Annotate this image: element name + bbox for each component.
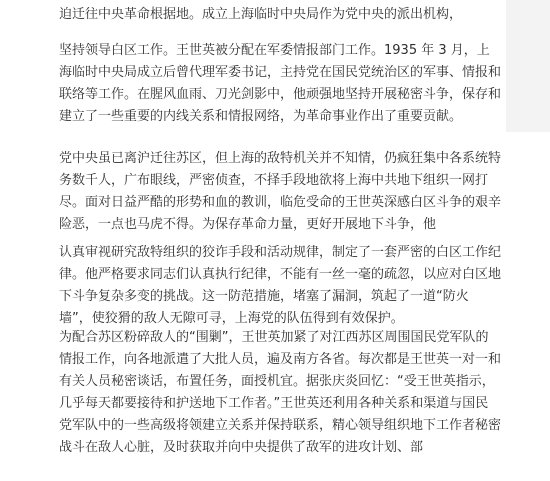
paragraph-3: 党中央虽已离沪迁往苏区，但上海的敌特机关并不知情，仍疯狂集中各系统特务数千人，广布眼线，严密侦查，不择手段地欲将上海中共地下组织一网打尽。面对日益严酷的形势和血的教训，临危受命的王世英深感白区斗争的艰辛险恶，一点也马虎不得。为保存革命力量，更好开展地下斗争，他 (59, 151, 502, 232)
paragraph-1: 迫迁往中央革命根据地。成立上海临时中央局作为党中央的派出机构， (59, 7, 463, 22)
paragraph-4: 认真审视研究敌特组织的狡诈手段和活动规律，制定了一套严密的白区工作纪律。他严格要求同志们认真执行纪律，不能有一丝一毫的疏忽，以应对白区地下斗争复杂多变的挑战。这一防范措施，堵塞了漏洞，筑起了一道“防火墙”，使狡猾的敌人无隙可寻，上海党的队伍得到有效保护。 (59, 245, 502, 326)
side-panel (506, 0, 550, 132)
paragraph-2: 坚持领导白区工作。王世英被分配在军委情报部门工作。1935 年 3 月，上海临时中央局成立后曾代理军委书记，主持党在国民党统治区的军事、情报和联络等工作。在腥风血雨、刀光剑影中，他顽强地坚持开展秘密斗争，保存和建立了一些重要的内线关系和情报网络，为革命事业作出了重要贡献。 (59, 43, 502, 124)
paragraph-5: 为配合苏区粉碎敌人的“围剿”，王世英加紧了对江西苏区周围国民党军队的情报工作，向各地派遣了大批人员，遍及南方各省。每次都是王世英一对一和有关人员秘密谈话，布置任务，面授机宜。据张庆炎回忆：“受王世英指示，几乎每天都要接待和护送地下工作者。”王世英还利用各种关系和渠道与国民党军队中的一些高级将领建立关系并保持联系，精心领导组织地下工作者秘密战斗在敌人心脏，及时获取并向中央提供了敌军的进攻计划、部 (59, 330, 502, 455)
